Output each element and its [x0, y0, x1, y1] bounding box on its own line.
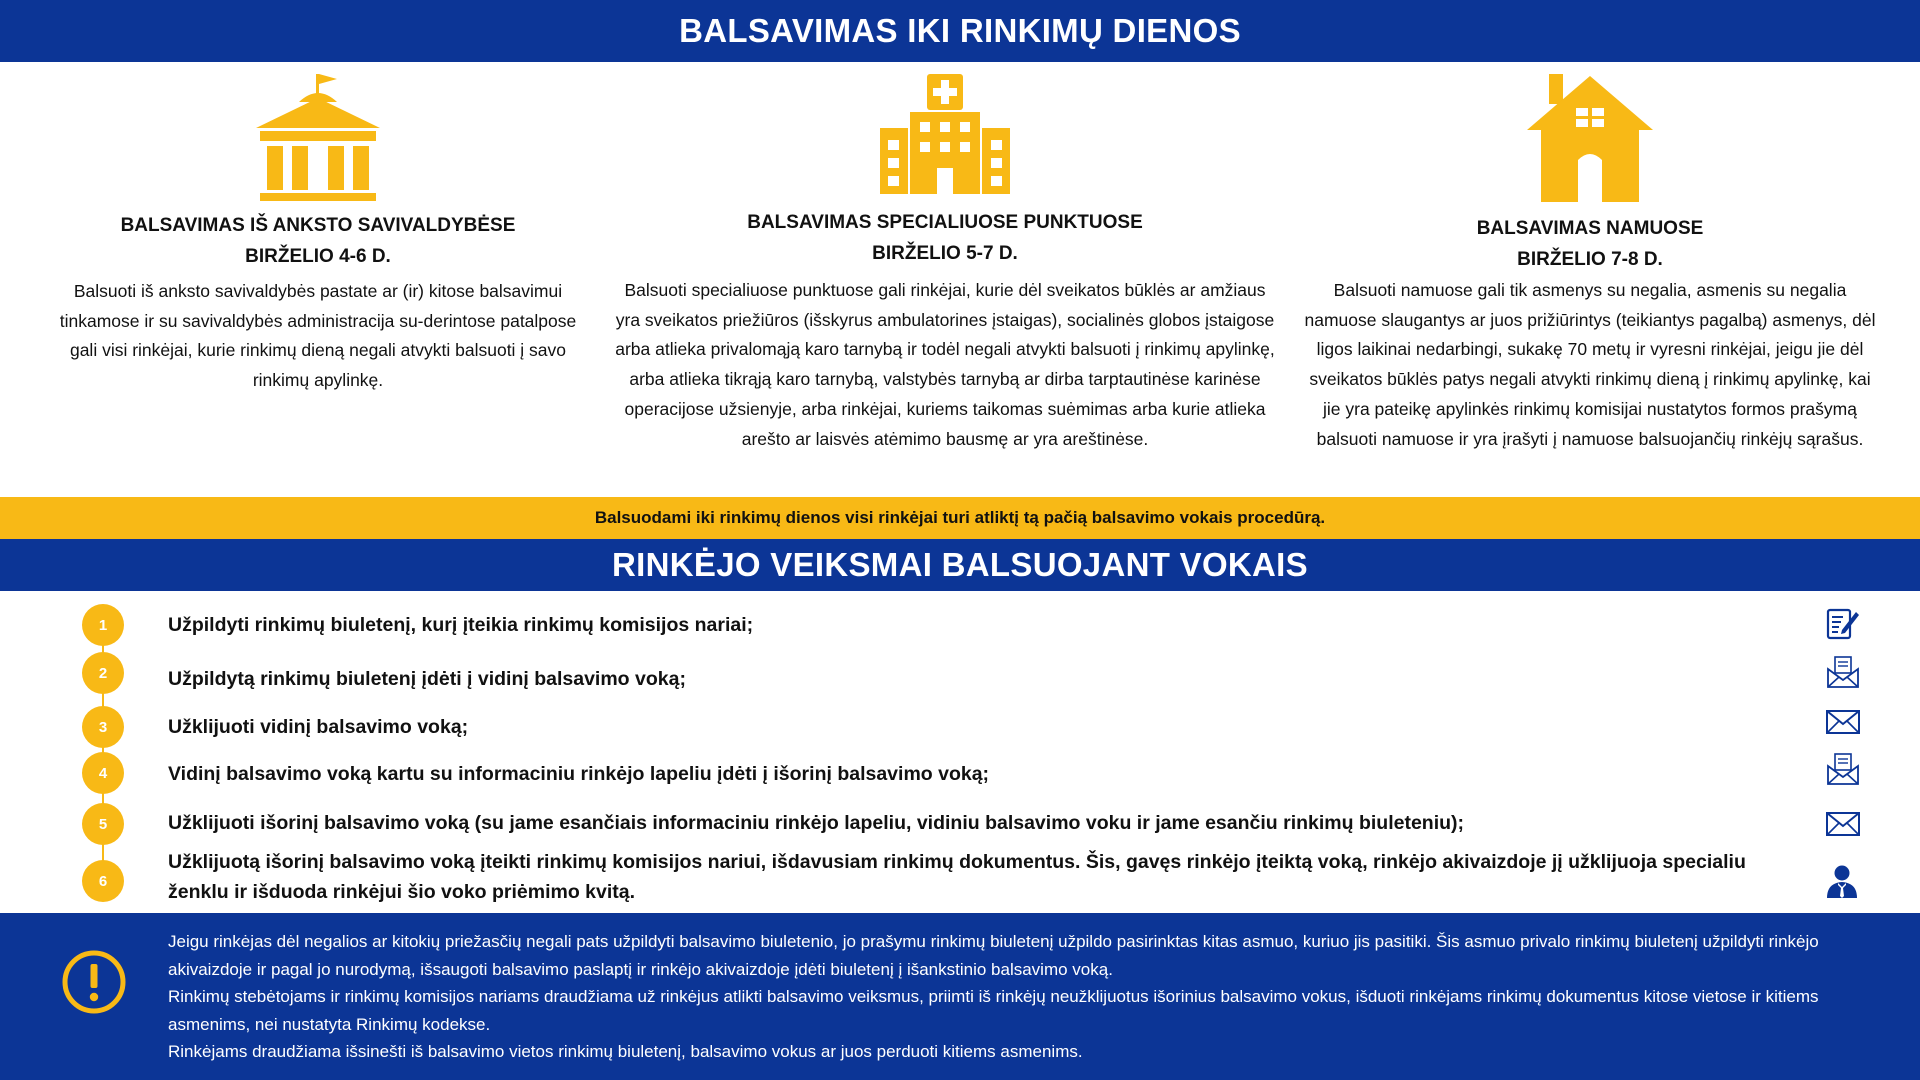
hospital-icon [880, 74, 1010, 199]
column-home-voting [1300, 62, 1880, 497]
official-person-icon [1825, 863, 1859, 904]
step-number-badge: 2 [82, 652, 124, 694]
column-date: BIRŽELIO 4-6 D. [245, 246, 391, 267]
step-number-badge: 5 [82, 803, 124, 845]
step-text: Užklijuotą išorinį balsavimo voką įteikti rinkimų komisijos nariui, išdavusiam rinkimų dokumentus. Šis, gavęs rinkėjo įteiktą voką, rinkėjo akivaizdoje jį užklijuoja specialiu ženklu ir išduoda rinkėjui šio voko priėmimo kvitą. [168, 851, 1746, 903]
notice-paragraph: Rinkėjams draudžiama išsinešti iš balsavimo vietos rinkimų biuletenį, balsavimo vokus ar juos perduoti kitiems asmenims. [168, 1042, 1083, 1061]
column-title: BALSAVIMAS SPECIALIUOSE PUNKTUOSE [747, 212, 1143, 233]
envelope-closed-icon [1825, 707, 1861, 742]
section-title: RINKĖJO VEIKSMAI BALSUOJANT VOKAIS [612, 546, 1308, 583]
column-date: BIRŽELIO 5-7 D. [872, 243, 1018, 264]
house-icon [1525, 72, 1655, 209]
header-band [0, 0, 1920, 62]
step-text: Užpildytą rinkimų biuletenį įdėti į vidinį balsavimo voką; [168, 668, 686, 690]
notice-text [168, 928, 1878, 1066]
envelope-letter-icon [1825, 654, 1861, 695]
procedure-note: Balsuodami iki rinkimų dienos visi rinkėjai turi atliktį tą pačią balsavimo vokais procedūrą. [594, 508, 1326, 527]
step-text: Užklijuoti vidinį balsavimo voką; [168, 716, 469, 738]
column-title: BALSAVIMAS NAMUOSE [1476, 218, 1704, 239]
step-text: Užpildyti rinkimų biuletenį, kurį įteikia rinkimų komisijos nariai; [168, 614, 754, 636]
column-title: BALSAVIMAS IŠ ANKSTO SAVIVALDYBĖSE [120, 215, 516, 236]
column-description: Balsuoti namuose gali tik asmenys su negalia, asmenis su negalia namuose slaugantys ar juos prižiūrintys (teikiantys pagalbą) asmenys, dėl ligos laikinai nedarbingi, sukakę 70 metų ir vyresni rinkėjai, jeigu jie dėl sveikatos būklės patys negali atvykti rinkimų dieną į rinkimų apylinkę, kai jie yra pateikę apylinkės rinkimų komisijai nustatytos formos prašymą balsuoti namuose ir yra įrašyti į namuose balsuojančių rinkėjų sąrašus. [1304, 280, 1876, 449]
column-description: Balsuoti specialiuose punktuose gali rinkėjai, kurie dėl sveikatos būklės ar amžiaus yra sveikatos priežiūros (išskyrus ambulatorines įstaigas), socialinės globos įstaigose arba atlieka privalomąją karo tarnybą ir todėl negali atvykti balsuoti į rinkimų apylinkę, arba atlieka tikrąją karo tarnybą, valstybės tarnybą ar dirba tarptautinėse karinėse operacijose užsienyje, arba rinkėjai, kuriems taikomas suėmimas arba kurie atlieka arešto ar laisvės atėmimo bausmę ar yra areštinėse. [615, 280, 1275, 449]
section-header-band [0, 539, 1920, 591]
step-number-badge: 1 [82, 604, 124, 646]
page-title: BALSAVIMAS IKI RINKIMŲ DIENOS [679, 12, 1241, 49]
notice-section [0, 913, 1920, 1080]
column-municipality [58, 62, 578, 497]
column-description: Balsuoti iš anksto savivaldybės pastate ar (ir) kitose balsavimui tinkamose ir su savivaldybės administracija su-derintose patalpose gali visi rinkėjai, kurie rinkimų dieną negali atvykti balsuoti į savo rinkimų apylinkę. [59, 281, 577, 391]
envelope-closed-icon [1825, 809, 1861, 844]
column-special-points [615, 62, 1275, 497]
procedure-note-band [0, 497, 1920, 539]
document-pen-icon [1825, 606, 1861, 647]
town-hall-icon [253, 72, 383, 207]
step-text: Užklijuoti išorinį balsavimo voką (su jame esančiais informaciniu rinkėjo lapeliu, vidiniu balsavimo voku ir jame esančiu rinkimų biuleteniu); [168, 812, 1465, 834]
step-number-badge: 4 [82, 752, 124, 794]
notice-paragraph: Jeigu rinkėjas dėl negalios ar kitokių priežasčių negali pats užpildyti balsavimo biuletenio, jo prašymu rinkimų biuletenį užpildo pasirinktas kitas asmuo, kuriuo jis pasitiki. Šis asmuo privalo rinkimų biuletenį užpildyti rinkėjo akivaizdoje ir pagal jo nurodymą, išsaugoti balsavimo paslaptį ir rinkėjo akivaizdoje įdėti biuletenį į išankstinio balsavimo voką. [168, 932, 1819, 979]
step-number-badge: 3 [82, 706, 124, 748]
step-number-badge: 6 [82, 860, 124, 902]
warning-icon [60, 948, 128, 1021]
column-date: BIRŽELIO 7-8 D. [1517, 249, 1663, 270]
notice-paragraph: Rinkimų stebėtojams ir rinkimų komisijos nariams draudžiama už rinkėjus atlikti balsavimo veiksmus, priimti iš rinkėjų neužklijuotus išorinius balsavimo vokus, išduoti rinkėjams rinkimų dokumentus kitose vietose ir kitiems asmenims, nei nustatyta Rinkimų kodekse. [168, 987, 1819, 1034]
envelope-letter-icon [1825, 751, 1861, 792]
step-text: Vidinį balsavimo voką kartu su informaciniu rinkėjo lapeliu įdėti į išorinį balsavimo voką; [168, 763, 990, 785]
